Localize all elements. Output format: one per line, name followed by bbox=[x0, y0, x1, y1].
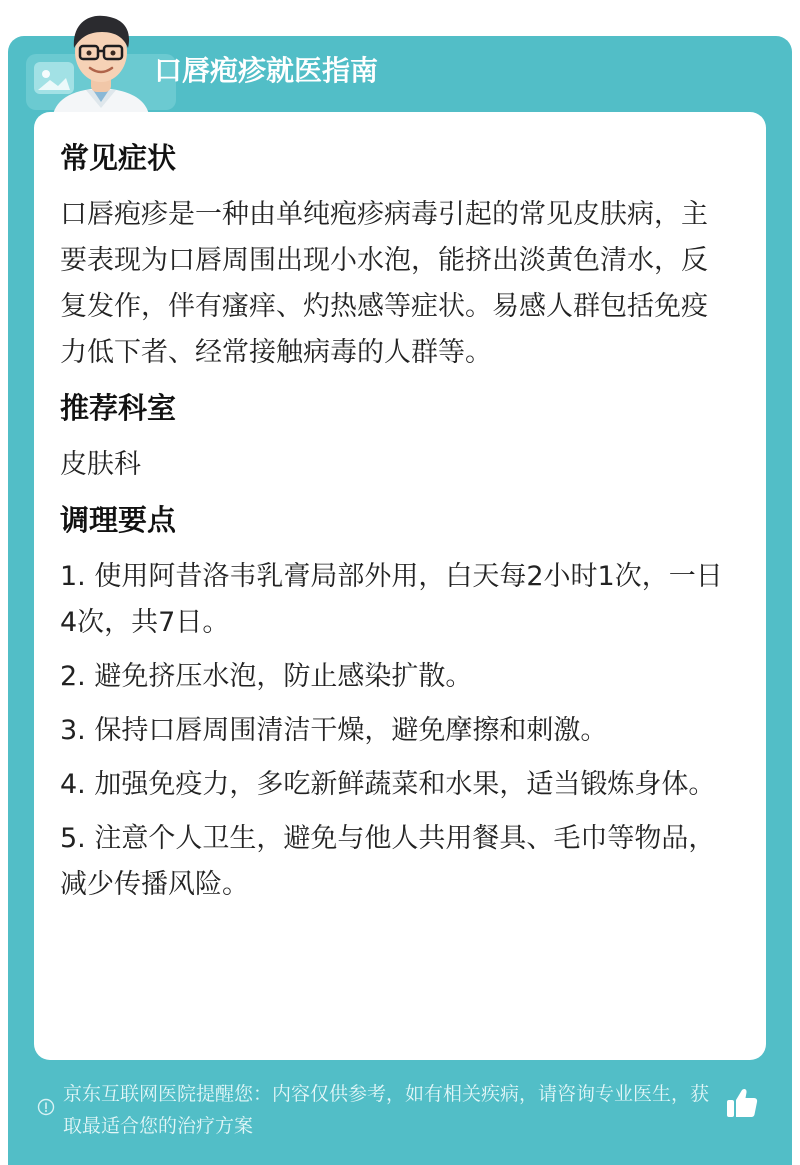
info-icon bbox=[37, 1098, 55, 1116]
doctor-avatar bbox=[46, 8, 156, 120]
list-item: 3. 保持口唇周围清洁干燥，避免摩擦和刺激。 bbox=[60, 715, 608, 746]
list-item: 2. 避免挤压水泡，防止感染扩散。 bbox=[60, 661, 473, 692]
list-item: 4. 加强免疫力，多吃新鲜蔬菜和水果，适当锻炼身体。 bbox=[60, 769, 716, 800]
symptoms-text: 口唇疱疹是一种由单纯疱疹病毒引起的常见皮肤病，主要表现为口唇周围出现小水泡，能挤出淡黄色清水，反复发作，伴有瘙痒、灼热感等症状。易感人群包括免疫力低下者、经常接触病毒的人群等。 bbox=[60, 199, 708, 368]
section-title-symptoms: 常见症状 bbox=[60, 141, 177, 175]
content-card bbox=[34, 112, 766, 1060]
department-text: 皮肤科 bbox=[60, 449, 141, 480]
page-title: 口唇疱疹就医指南 bbox=[154, 54, 379, 87]
section-title-department: 推荐科室 bbox=[60, 391, 177, 425]
section-title-care: 调理要点 bbox=[60, 503, 177, 537]
list-item: 5. 注意个人卫生，避免与他人共用餐具、毛巾等物品，减少传播风险。 bbox=[60, 823, 716, 900]
list-item: 1. 使用阿昔洛韦乳膏局部外用，白天每2小时1次，一日4次，共7日。 bbox=[60, 561, 723, 638]
card-content bbox=[60, 138, 724, 908]
thumbs-up-icon[interactable] bbox=[725, 1086, 759, 1120]
footer-notice: 京东互联网医院提醒您：内容仅供参考，如有相关疾病，请咨询专业医生，获取最适合您的治疗方案 bbox=[63, 1083, 710, 1137]
